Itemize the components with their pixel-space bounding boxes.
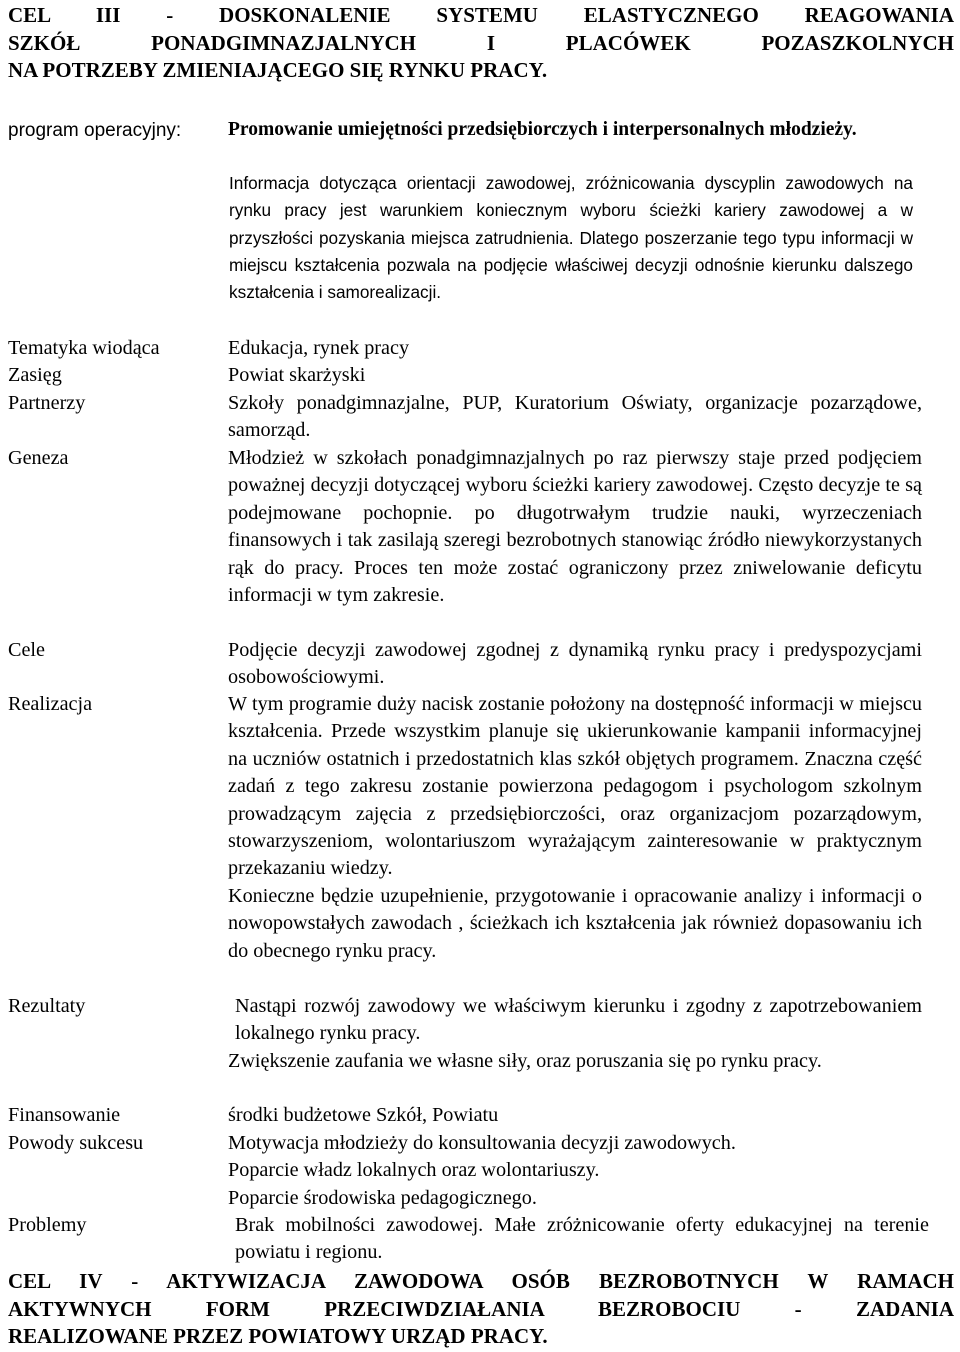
heading-line: SZKÓŁ PONADGIMNAZJALNYCH I PLACÓWEK POZASZKOLNYCH [8, 30, 954, 55]
row-value [228, 691, 922, 965]
section-heading-cel-iv [8, 1268, 954, 1351]
heading-line: CEL III - DOSKONALENIE SYSTEMU ELASTYCZNEGO REAGOWANIA [8, 3, 954, 27]
row-label: Geneza [8, 447, 69, 469]
row-value: Edukacja, rynek pracy [228, 337, 410, 359]
row-label: Realizacja [8, 693, 93, 715]
row-label: Partnerzy [8, 392, 86, 414]
row-paragraph: Zwiększenie zaufania we własne siły, oraz poruszania się po rynku pracy. [228, 1049, 822, 1072]
row-value: Szkoły ponadgimnazjalne, PUP, Kuratorium Oświaty, organizacje pozarządowe, samorząd. [228, 392, 922, 442]
program-title: Promowanie umiejętności przedsiębiorczych i interpersonalnych młodzieży. [228, 119, 857, 140]
row-value: Podjęcie decyzji zawodowej zgodnej z dynamiką rynku pracy i predyspozycjami osobowościowymi. [228, 639, 922, 689]
row-value: Młodzież w szkołach ponadgimnazjalnych po raz pierwszy staje przed podjęciem poważnej decyzji dotyczącej wyboru ścieżki kariery zawodowej. Często decyzje te są podejmowane pochopnie. po długotrwałym trudzie nauki, wyrzeczeniach finansowych i tak zasilają szeregi bezrobotnych stanowiąc źródło niewykorzystanych rąk do pracy. Proces ten może zostać ograniczony przez zniwelowanie deficytu informacji w tym zakresie. [228, 447, 922, 607]
row-paragraph: W tym programie duży nacisk zostanie położony na dostępność informacji w miejscu kształcenia. Przede wszystkim planuje się ukierunkowanie kampanii informacyjnej na uczniów ostatnich i przedostatnich klas szkół objętych programem. Znaczna część zadań z tego zakresu zostanie powierzona pedagogom i psychologom szkolnym prowadzącym zajęcia z przedsiębiorczości, oraz organizacjom pozarządowym, stowarzyszeniom, wolontariuszom wyrażającym zainteresowanie w praktycznym przekazaniu wiedzy. [228, 693, 922, 880]
intro-paragraph: Informacja dotycząca orientacji zawodowej, zróżnicowania dyscyplin zawodowych na rynku pracy jest warunkiem koniecznym wyboru ścieżki kariery zawodowej a w przyszłości pozyskania miejsca zatrudnienia. Dlatego poszerzanie tego typu informacji w miejscu kształcenia pozwala na podjęcie właściwej decyzji odnośnie kierunku dalszego kształcenia i samorealizacji. [229, 173, 913, 303]
row-label: Cele [8, 639, 45, 661]
row-value: środki budżetowe Szkół, Powiatu [228, 1104, 499, 1126]
row-label: Powody sukcesu [8, 1132, 144, 1154]
heading-line: CEL IV - AKTYWIZACJA ZAWODOWA OSÓB BEZROBOTNYCH W RAMACH [8, 1269, 954, 1293]
heading-line: AKTYWNYCH FORM PRZECIWDZIAŁANIA BEZROBOCIU - ZADANIA [8, 1296, 954, 1321]
row-label: Zasięg [8, 364, 62, 386]
row-paragraph: Nastąpi rozwój zawodowy we właściwym kierunku i zgodny z zapotrzebowaniem lokalnego rynku pracy. [235, 995, 922, 1045]
row-paragraph: Motywacja młodzieży do konsultowania decyzji zawodowych. [228, 1132, 736, 1154]
row-value: Powiat skarżyski [228, 364, 366, 386]
row-label: Rezultaty [8, 995, 86, 1017]
row-paragraph: Konieczne będzie uzupełnienie, przygotowanie i opracowanie analizy i informacji o nowopowstałych zawodach , ścieżkach ich kształcenia jak również dopasowaniu ich do obecnego rynku pracy. [228, 884, 922, 962]
row-value: Brak mobilności zawodowej. Małe zróżnicowanie oferty edukacyjnej na terenie powiatu i regionu. [235, 1214, 929, 1264]
program-line [8, 116, 954, 145]
row-label: Problemy [8, 1214, 87, 1236]
row-label: Finansowanie [8, 1104, 121, 1126]
row-value [228, 1130, 922, 1212]
section-heading-cel-iii [8, 2, 954, 85]
row-paragraph: Poparcie władz lokalnych oraz wolontariuszy. [228, 1159, 600, 1182]
heading-line: NA POTRZEBY ZMIENIAJĄCEGO SIĘ RYNKU PRACY. [8, 58, 548, 82]
heading-line: REALIZOWANE PRZEZ POWIATOWY URZĄD PRACY. [8, 1324, 548, 1348]
row-value [228, 993, 922, 1075]
row-label: Tematyka wiodąca [8, 337, 160, 359]
row-paragraph: Poparcie środowiska pedagogicznego. [228, 1186, 537, 1209]
program-label: program operacyjny: [8, 120, 182, 141]
